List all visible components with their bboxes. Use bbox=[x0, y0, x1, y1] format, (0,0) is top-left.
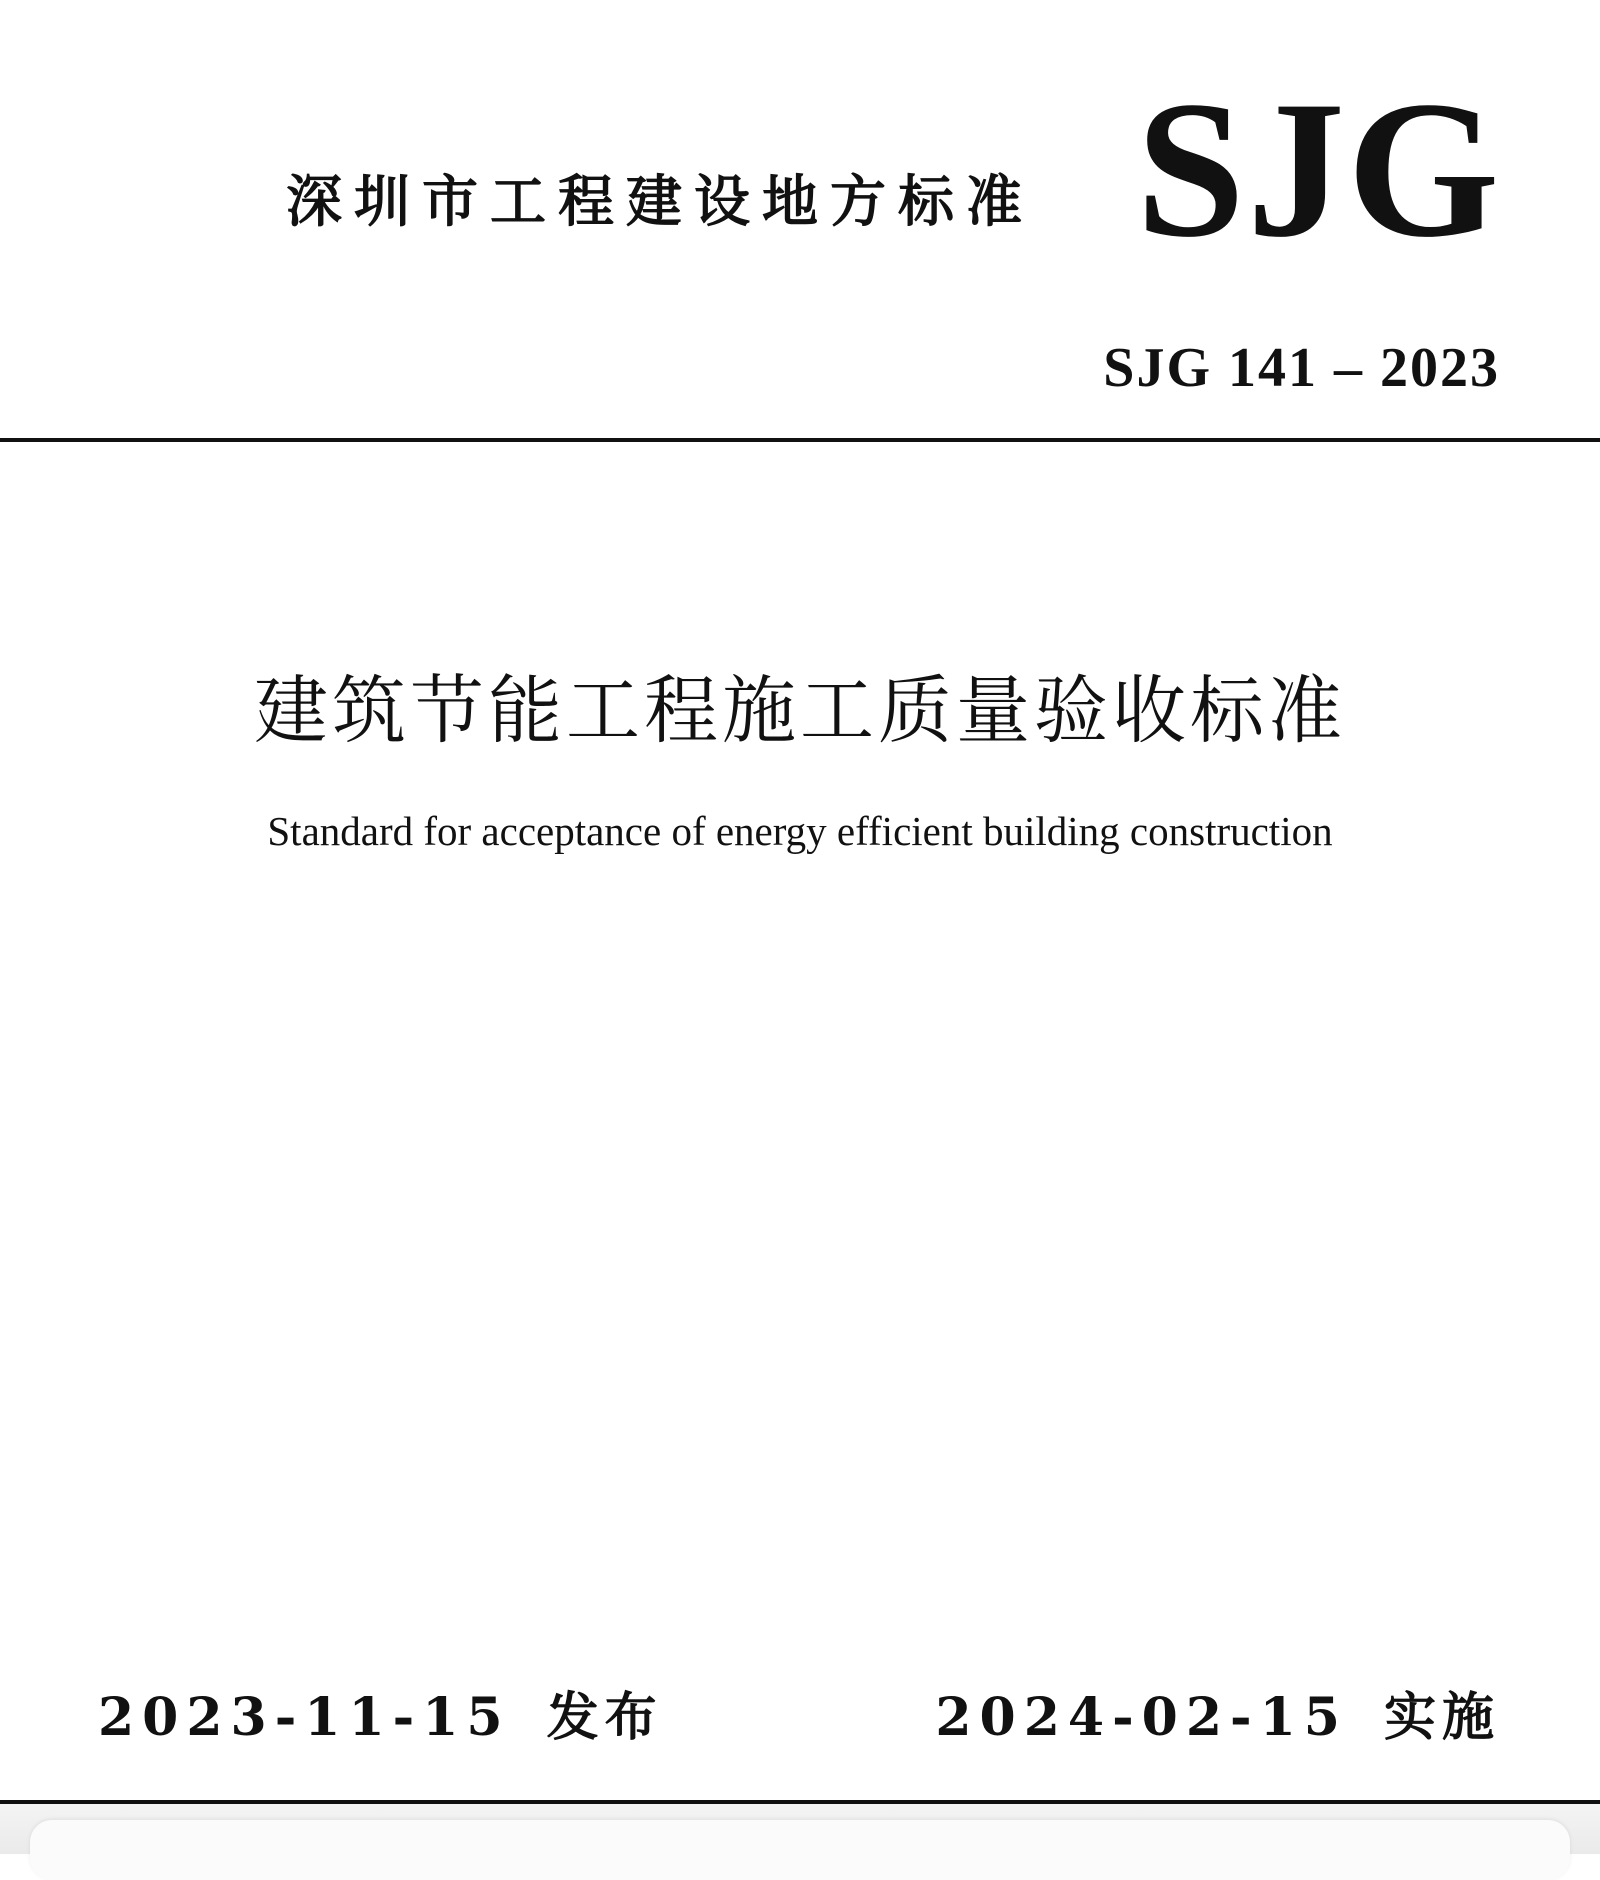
effective-date: 2024-02-15 bbox=[935, 1687, 1348, 1748]
document-title-english: Standard for acceptance of energy efficient building construction bbox=[267, 808, 1333, 854]
sjg-logo: SJG bbox=[1136, 61, 1502, 278]
standard-code: SJG 141 – 2023 bbox=[1103, 337, 1500, 399]
effective-date-line bbox=[935, 1686, 1500, 1750]
issue-date-line bbox=[98, 1686, 663, 1750]
issue-date: 2023-11-15 bbox=[98, 1687, 511, 1748]
effective-label: 实施 bbox=[1383, 1688, 1500, 1748]
bottom-sheet-edge bbox=[30, 1820, 1570, 1880]
issue-label: 发布 bbox=[546, 1688, 663, 1748]
issuer-heading: 深圳市工程建设地方标准 bbox=[286, 170, 1034, 235]
document-title-chinese: 建筑节能工程施工质量验收标准 bbox=[254, 668, 1346, 754]
top-divider bbox=[0, 438, 1600, 442]
